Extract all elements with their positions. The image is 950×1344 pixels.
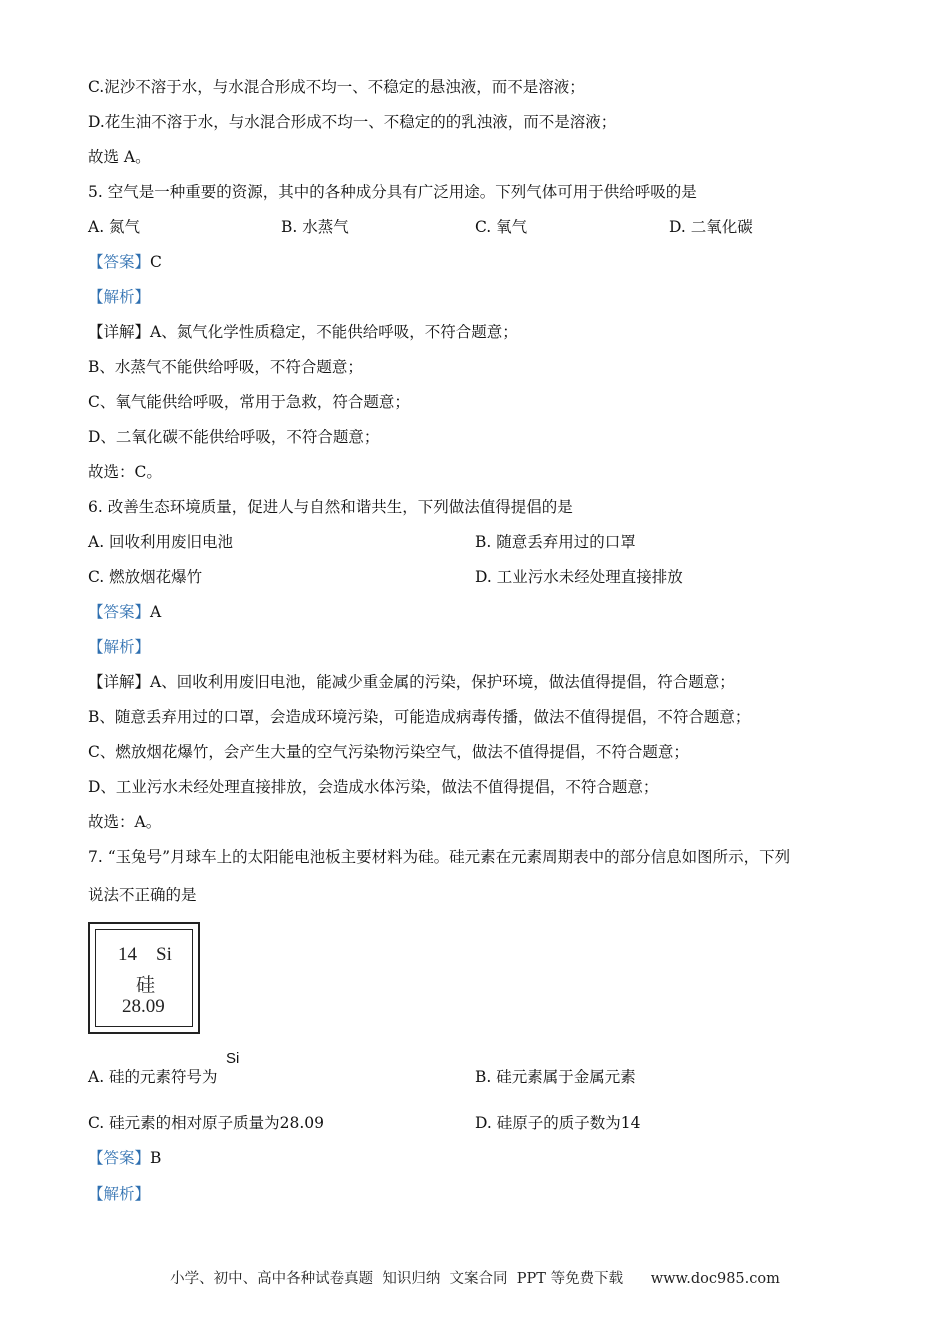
- q6-conclusion: 故选：A。: [88, 813, 162, 831]
- q5-option-a: A. 氮气: [88, 218, 141, 236]
- q6-answer: [88, 601, 161, 623]
- q5-option-b: B. 水蒸气: [281, 218, 349, 236]
- detail-text: A、回收利用废旧电池，能减少重金属的污染，保护环境，做法值得提倡，符合题意；: [150, 673, 735, 691]
- detail-tag: 【详解】: [88, 673, 151, 691]
- page-footer: 小学、初中、高中各种试卷真题 知识归纳 文案合同 PPT 等免费下载 www.doc985.com: [170, 1271, 780, 1287]
- answer-tag: 【答案】: [88, 603, 151, 621]
- answer-tag: 【答案】: [88, 1149, 151, 1167]
- detail-text: A、氮气化学性质稳定，不能供给呼吸，不符合题意；: [150, 323, 518, 341]
- q4-option-d-explanation: D.花生油不溶于水，与水混合形成不均一、不稳定的的乳浊液，而不是溶液；: [88, 113, 617, 131]
- detail-tag: 【详解】: [88, 323, 151, 341]
- element-symbol: Si: [156, 944, 172, 965]
- q6-option-b: B. 随意丢弃用过的口罩: [475, 533, 636, 551]
- q6-option-a: A. 回收利用废旧电池: [88, 533, 234, 551]
- q6-question: 6. 改善生态环境质量，促进人与自然和谐共生，下列做法值得提倡的是: [88, 498, 573, 516]
- atomic-number: 14: [118, 944, 137, 965]
- periodic-element-card: [88, 922, 200, 1034]
- q7-question-line1: 7. “玉兔号”月球车上的太阳能电池板主要材料为硅。硅元素在元素周期表中的部分信息如图所示，下列: [88, 848, 791, 866]
- q7-option-d: D. 硅原子的质子数为14: [475, 1114, 641, 1132]
- q4-option-c-explanation: C.泥沙不溶于水，与水混合形成不均一、不稳定的悬浊液，而不是溶液；: [88, 78, 585, 96]
- q6-detail-a: [88, 671, 735, 693]
- q6-option-c: C. 燃放烟花爆竹: [88, 568, 203, 586]
- q5-analysis-tag: 【解析】: [88, 288, 151, 306]
- q5-detail-d: D、二氧化碳不能供给呼吸，不符合题意；: [88, 428, 380, 446]
- q5-detail-c: C、氧气能供给呼吸，常用于急救，符合题意；: [88, 393, 410, 411]
- q6-detail-c: C、燃放烟花爆竹，会产生大量的空气污染物污染空气，做法不值得提倡，不符合题意；: [88, 743, 689, 761]
- q7-answer: [88, 1147, 161, 1169]
- q7-question-line2: 说法不正确的是: [88, 886, 197, 904]
- q6-detail-d: D、工业污水未经处理直接排放，会造成水体污染，做法不值得提倡，不符合题意；: [88, 778, 659, 796]
- q5-detail-a: [88, 321, 518, 343]
- q5-answer: [88, 251, 162, 273]
- q5-question: 5. 空气是一种重要的资源，其中的各种成分具有广泛用途。下列气体可用于供给呼吸的是: [88, 183, 697, 201]
- q7-option-a-symbol: Si: [226, 1050, 240, 1067]
- element-name: 硅: [136, 974, 156, 996]
- q6-analysis-tag: 【解析】: [88, 638, 151, 656]
- answer-value: A: [150, 603, 162, 621]
- q6-detail-b: B、随意丢弃用过的口罩，会造成环境污染，可能造成病毒传播，做法不值得提倡，不符合题意；: [88, 708, 751, 726]
- q4-conclusion: 故选 A。: [88, 148, 151, 166]
- q5-detail-b: B、水蒸气不能供给呼吸，不符合题意；: [88, 358, 363, 376]
- q5-option-c: C. 氧气: [475, 218, 528, 236]
- q6-option-d: D. 工业污水未经处理直接排放: [475, 568, 683, 586]
- q5-conclusion: 故选：C。: [88, 463, 162, 481]
- q7-option-b: B. 硅元素属于金属元素: [475, 1068, 636, 1086]
- q5-option-d: D. 二氧化碳: [669, 218, 753, 236]
- q7-option-c: C. 硅元素的相对原子质量为28.09: [88, 1114, 325, 1132]
- answer-value: B: [150, 1149, 162, 1167]
- answer-tag: 【答案】: [88, 253, 151, 271]
- q7-option-a: A. 硅的元素符号为: [88, 1068, 218, 1086]
- answer-value: C: [150, 253, 162, 271]
- periodic-element-inner: [95, 929, 193, 1027]
- atomic-mass: 28.09: [122, 996, 165, 1017]
- q7-analysis-tag: 【解析】: [88, 1185, 151, 1203]
